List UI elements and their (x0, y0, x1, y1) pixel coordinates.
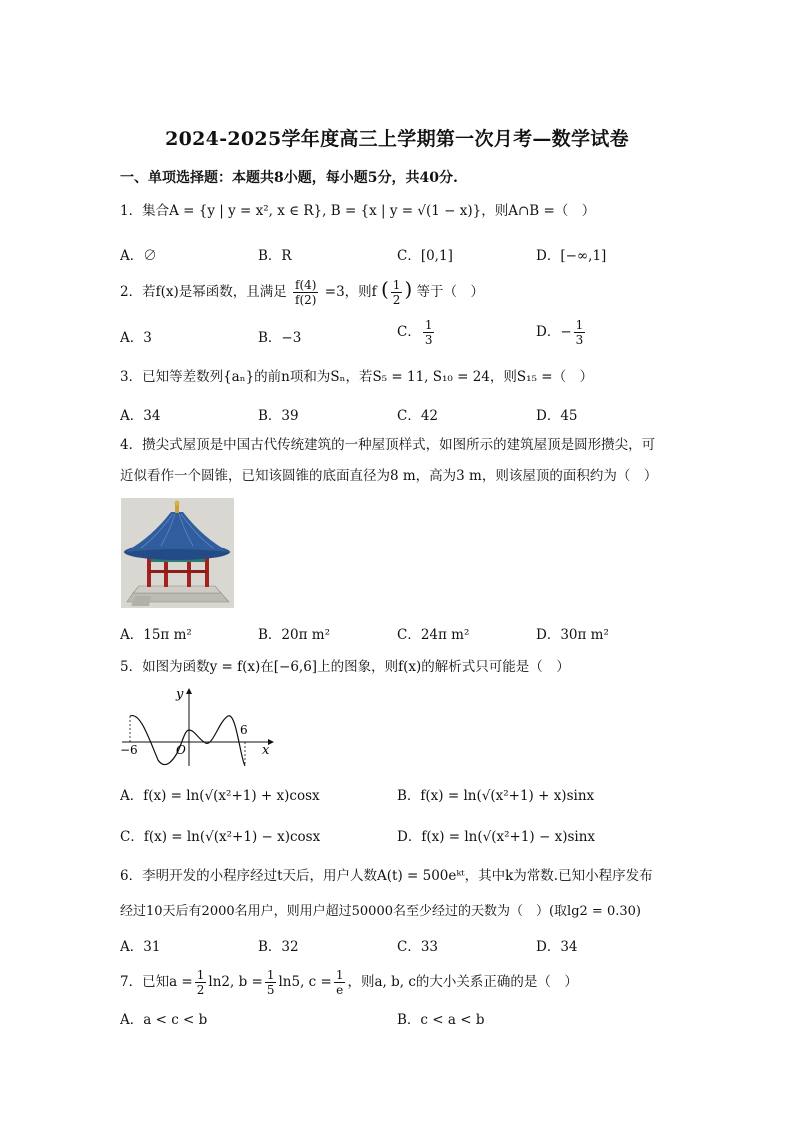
q2-stem-c: 等于（ ） (416, 284, 485, 300)
q2-ratio-fraction (293, 278, 318, 307)
q4-option-d: D．30π m² (536, 627, 609, 643)
q7-frac-c (334, 968, 346, 997)
q6-option-a: A．31 (120, 939, 161, 955)
q7-frac-b (265, 968, 277, 997)
q5-option-c: C．f(x) = ln(√(x²+1) − x)cosx (120, 829, 321, 845)
q1-option-a: A．∅ (120, 248, 157, 264)
question-1-stem: 1．集合A = {y | y = x², x ∈ R}, B = {x | y = √(1 − x)}，则A∩B =（ ） (120, 203, 596, 219)
question-4-stem-line2: 近似看作一个圆锥，已知该圆锥的底面直径为8 m，高为3 m，则该屋顶的面积约为（ ） (120, 468, 658, 484)
q7-stem-d: ，则a, b, c的大小关系正确的是（ ） (347, 974, 578, 990)
q3-option-b: B．39 (258, 408, 299, 424)
q2-option-c-label: C． (397, 324, 421, 340)
q2-option-a: A．3 (120, 330, 152, 346)
question-5-stem: 5．如图为函数y = f(x)在[−6,6]上的图象，则f(x)的解析式只可能是（ ） (120, 659, 570, 675)
exam-title: 2024-2025学年度高三上学期第一次月考—数学试卷 (165, 128, 629, 150)
question-4-stem-line1: 4．攒尖式屋顶是中国古代传统建筑的一种屋顶样式，如图所示的建筑屋顶是圆形攒尖，可 (120, 437, 656, 453)
q2-stem-a: 2．若f(x)是幂函数，且满足 (120, 284, 287, 300)
q2-c-den: 3 (424, 333, 433, 347)
function-graph (118, 686, 278, 768)
q2-option-d-label: D．− (536, 324, 572, 340)
pavilion-illustration (121, 498, 234, 608)
q4-option-b: B．20π m² (258, 627, 330, 643)
q3-option-c: C．42 (397, 408, 439, 424)
q1-option-d: D．[−∞,1] (536, 248, 607, 264)
q6-option-c: C．33 (397, 939, 439, 955)
q7-stem-c: ln5, c = (278, 974, 332, 990)
q2-d-den: 3 (575, 333, 584, 347)
q5-option-b: B．f(x) = ln(√(x²+1) + x)sinx (397, 788, 595, 804)
q2-option-d-fraction (574, 318, 586, 347)
q2-d-num: 1 (575, 318, 584, 332)
q4-option-a: A．15π m² (120, 627, 192, 643)
x-tick-6: 6 (240, 723, 248, 737)
q7-stem-b: ln2, b = (208, 974, 263, 990)
question-2-stem: 2．若f(x)是幂函数，且满足 $\frac{f(4)}{f(2)}$ =3，则f ( $\frac{1}{2}$ ) 等于（ ） (120, 277, 485, 307)
q1-option-b: B．R (258, 248, 292, 264)
q2-option-d (536, 318, 587, 347)
function-graph-svg (118, 686, 278, 768)
q2-ratio-denominator: f(2) (295, 293, 317, 307)
q7-frac-c-den: e (336, 983, 344, 997)
question-6-stem-line1: 6．李明开发的小程序经过t天后，用户人数A(t) = 500eᵏᵗ，其中k为常数.已知小程序发布 (120, 868, 653, 884)
y-axis-label: y (176, 687, 184, 702)
y-axis-arrow-icon (186, 688, 192, 694)
question-7-stem (120, 968, 578, 997)
q4-option-c: C．24π m² (397, 627, 470, 643)
q7-frac-a (195, 968, 207, 997)
q2-option-b: B．−3 (258, 330, 302, 346)
origin-label: O (176, 743, 186, 757)
question-3-stem: 3．已知等差数列{aₙ}的前n项和为Sₙ，若S₅ = 11, S₁₀ = 24，则S₁₅ =（ ） (120, 369, 594, 385)
section-heading: 一、单项选择题：本题共8小题，每小题5分，共40分. (120, 170, 458, 186)
q2-arg-fraction (391, 278, 403, 307)
q6-option-b: B．32 (258, 939, 299, 955)
x-axis-label: x (262, 743, 270, 758)
q7-option-b: B．c < a < b (397, 1012, 485, 1028)
q3-option-a: A．34 (120, 408, 161, 424)
function-curve (130, 716, 245, 766)
q3-option-d: D．45 (536, 408, 578, 424)
q2-arg-numerator: 1 (392, 278, 401, 292)
q7-option-a: A．a < c < b (120, 1012, 208, 1028)
q5-option-d: D．f(x) = ln(√(x²+1) − x)sinx (397, 829, 596, 845)
q2-arg-denominator: 2 (392, 293, 401, 307)
q7-frac-b-num: 1 (266, 968, 275, 982)
pavilion-image (121, 498, 234, 608)
q2-option-c-fraction (423, 318, 435, 347)
q5-option-a: A．f(x) = ln(√(x²+1) + x)cosx (120, 788, 320, 804)
q6-option-d: D．34 (536, 939, 578, 955)
q1-option-c: C．[0,1] (397, 248, 453, 264)
question-6-stem-line2: 经过10天后有2000名用户，则用户超过50000名至少经过的天数为（ ）(取lg2 = 0.30) (120, 904, 641, 919)
q7-frac-a-den: 2 (196, 983, 205, 997)
q7-frac-a-num: 1 (196, 968, 205, 982)
q2-c-num: 1 (424, 318, 433, 332)
q7-frac-b-den: 5 (266, 983, 275, 997)
q2-option-c (397, 318, 436, 347)
q7-stem-a: 7．已知a = (120, 974, 193, 990)
q2-ratio-numerator: f(4) (295, 278, 317, 292)
q7-frac-c-num: 1 (335, 968, 344, 982)
q2-stem-b: =3，则f (324, 284, 377, 300)
x-tick-neg6: −6 (120, 743, 138, 757)
